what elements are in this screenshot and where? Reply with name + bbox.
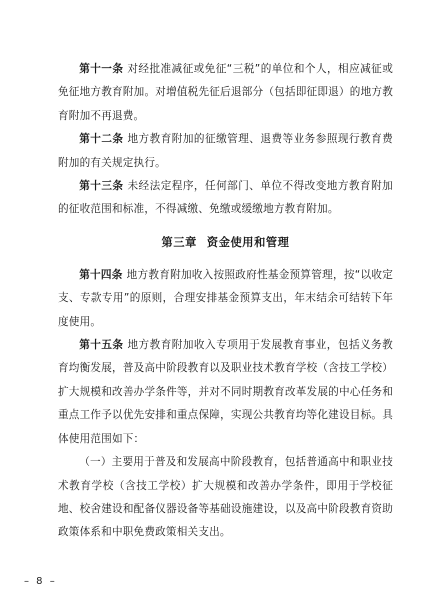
article-14 (58, 264, 393, 334)
article-label: 第十一条 (79, 63, 124, 75)
chapter-title: 资金使用和管理 (206, 235, 290, 249)
article-label: 第十五条 (79, 339, 124, 352)
article-text: 地方教育附加收入按照政府性基金预算管理，按“以收定支、专款专用”的原则，合理安排基金预算支出，年末结余可结转下年度使用。 (58, 268, 393, 328)
chapter-heading (58, 232, 393, 254)
article-text: 对经批准减征或免征“三税”的单位和个人，相应减征或免征地方教育附加。对增值税先征后退部分（包括即征即退）的地方教育附加不再退费。 (58, 63, 393, 122)
sub-item-text: 主要用于普及和发展高中阶段教育，包括普通高中和职业技术教育学校（含技工学校）扩大规模和改善办学条件，即用于学校征地、校舍建设和配备仪器设备等基础设施建设，以及高中阶段教育资助政策体系和中职免费政策相关支出。 (58, 456, 393, 539)
sub-item-label: （一） (79, 456, 112, 469)
article-text: 地方教育附加的征缴管理、退费等业务参照现行教育费附加的有关规定执行。 (58, 133, 393, 169)
article-label: 第十三条 (79, 180, 124, 193)
article-label: 第十二条 (79, 133, 124, 146)
article-text: 未经法定程序，任何部门、单位不得改变地方教育附加的征收范围和标准，不得减缴、免缴或缓缴地方教育附加。 (58, 180, 393, 216)
chapter-number: 第三章 (161, 235, 197, 249)
document-body (58, 58, 393, 545)
article-label: 第十四条 (79, 268, 123, 281)
article-13 (58, 175, 393, 222)
page-number: – 8 – (24, 576, 57, 587)
article-11 (58, 58, 393, 128)
article-12 (58, 128, 393, 175)
article-15 (58, 334, 393, 451)
sub-item-1 (58, 451, 393, 545)
article-text: 地方教育附加收入专项用于发展教育事业，包括义务教育均衡发展，普及高中阶段教育以及职业技术教育学校（含技工学校）扩大规模和改善办学条件等，并对不同时期教育改革发展的中心任务和重点工作予以优先安排和重点保障，实现公共教育均等化建设目标。具体使用范围如下： (58, 339, 393, 445)
